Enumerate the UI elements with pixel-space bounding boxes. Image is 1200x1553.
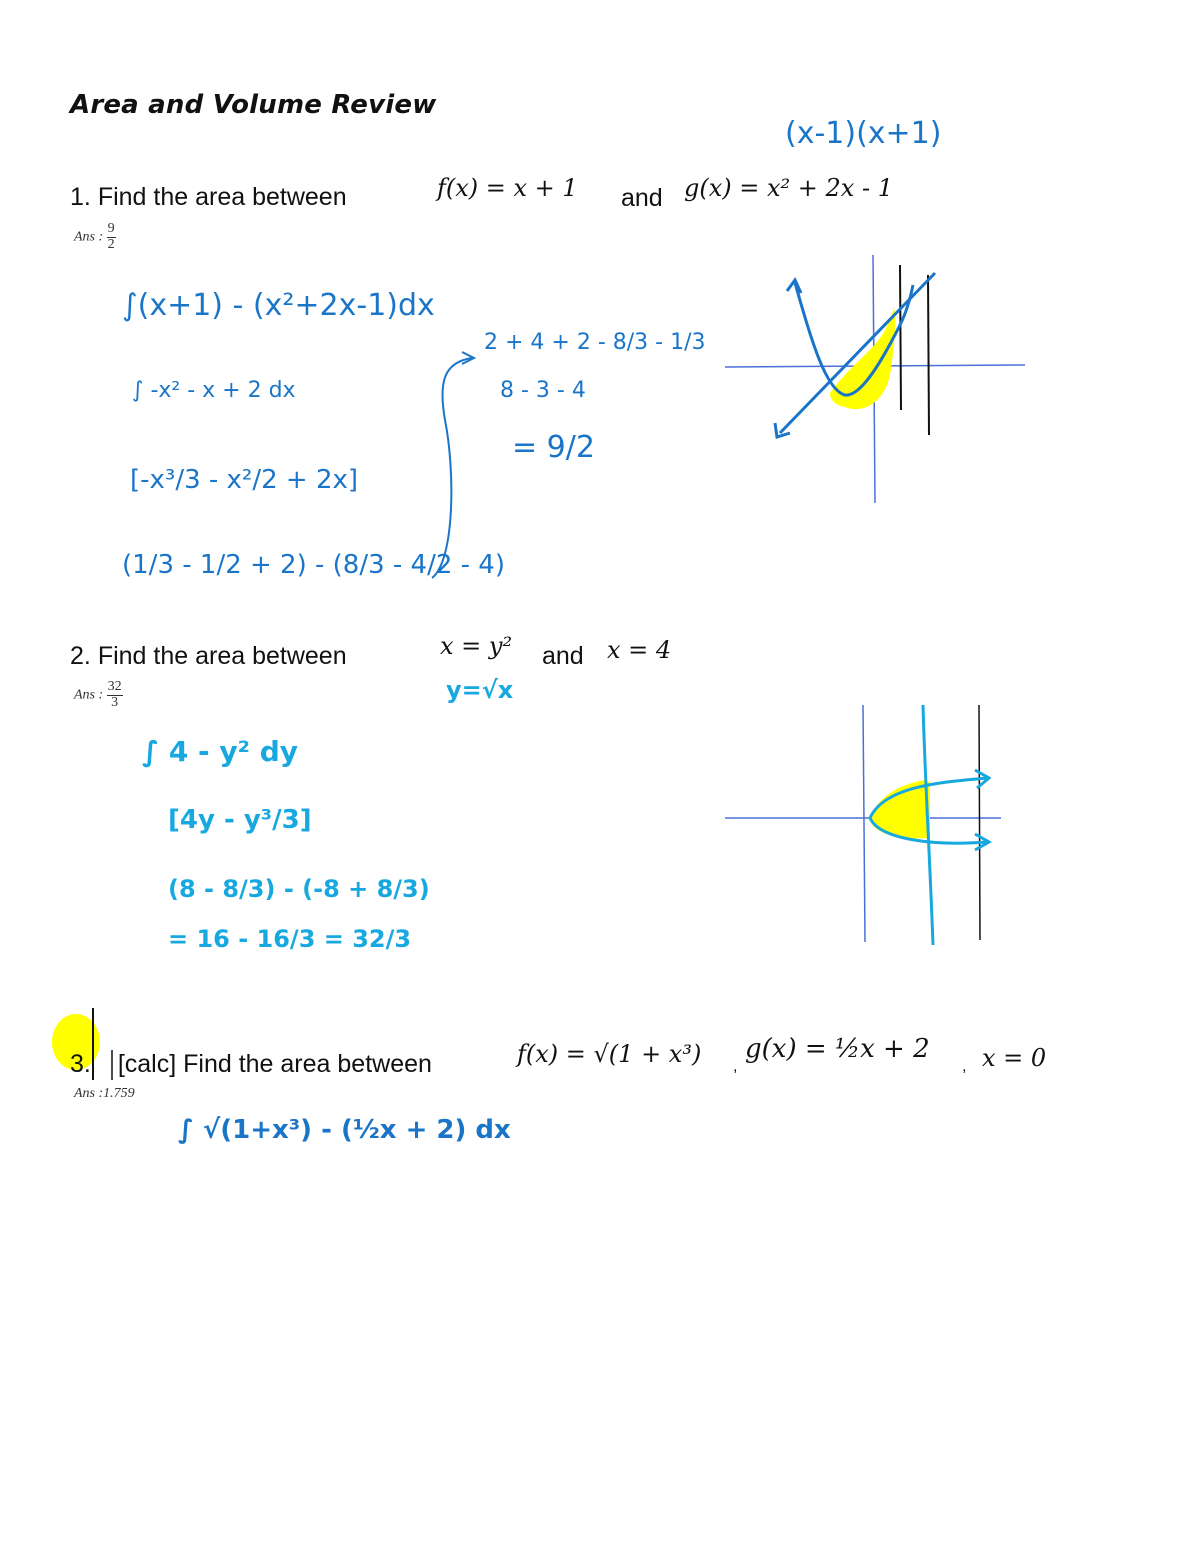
handwritten-work-2a: ∫ 4 - y² dy (142, 735, 298, 768)
handwritten-side-2: 8 - 3 - 4 (500, 378, 586, 403)
problem-1-joiner: and (621, 184, 663, 212)
answer-numerator: 32 (107, 679, 122, 694)
problem-3-number: 3. (70, 1050, 91, 1078)
problem-3-prompt: Find the area between (183, 1050, 432, 1078)
handwritten-side-1: 2 + 4 + 2 - 8/3 - 1/3 (484, 330, 706, 355)
handwritten-work-1d: (1/3 - 1/2 + 2) - (8/3 - 4/2 - 4) (122, 550, 505, 580)
problem-3-sep1: , (733, 1058, 738, 1075)
handwritten-side-3: = 9/2 (512, 430, 595, 465)
problem-2-number: 2. (70, 642, 91, 670)
problem-1-number: 1. (70, 183, 91, 211)
answer-label: Ans : (74, 229, 104, 245)
handwritten-work-3a: ∫ √(1+x³) - (½x + 2) dx (178, 1115, 511, 1145)
problem-3-statement (70, 1050, 432, 1079)
answer-denominator: 3 (111, 694, 119, 710)
problem-2-f: x = y² (440, 632, 513, 660)
handwritten-work-1c: [-x³/3 - x²/2 + 2x] (130, 465, 359, 495)
problem-2-prompt: Find the area between (97, 642, 347, 670)
handwritten-work-2b: [4y - y³/3] (168, 805, 312, 835)
page-title: Area and Volume Review (70, 90, 437, 120)
problem-3-tag: [calc] (117, 1050, 177, 1078)
problem-1-prompt: Find the area between (97, 183, 347, 211)
problem-3-answer (74, 1086, 135, 1102)
handwritten-factor: (x-1)(x+1) (785, 116, 942, 151)
answer-value: 1.759 (103, 1086, 135, 1101)
handwritten-work-2c: (8 - 8/3) - (-8 + 8/3) (168, 875, 430, 903)
problem-3-h: x = 0 (982, 1044, 1047, 1072)
problem-3-g: g(x) = ½x + 2 (745, 1034, 930, 1064)
answer-numerator: 9 (107, 221, 115, 236)
problem-3-f: f(x) = √(1 + x³) (517, 1040, 702, 1068)
handwritten-work-1b: ∫ -x² - x + 2 dx (132, 378, 296, 403)
handwritten-work-1a: ∫(x+1) - (x²+2x-1)dx (122, 288, 435, 323)
problem-2-g: x = 4 (607, 636, 672, 664)
answer-label: Ans : (74, 687, 104, 703)
handwritten-work-2d: = 16 - 16/3 = 32/3 (168, 925, 412, 953)
problem-3-sep2: , (962, 1058, 967, 1075)
problem-1-f: f(x) = x + 1 (437, 174, 578, 202)
answer-label: Ans : (74, 1086, 104, 1101)
problem-1-g: g(x) = x² + 2x - 1 (684, 174, 893, 202)
problem-2-joiner: and (542, 642, 584, 670)
answer-denominator: 2 (107, 236, 115, 252)
handwritten-note-2: y=√x (446, 676, 514, 704)
